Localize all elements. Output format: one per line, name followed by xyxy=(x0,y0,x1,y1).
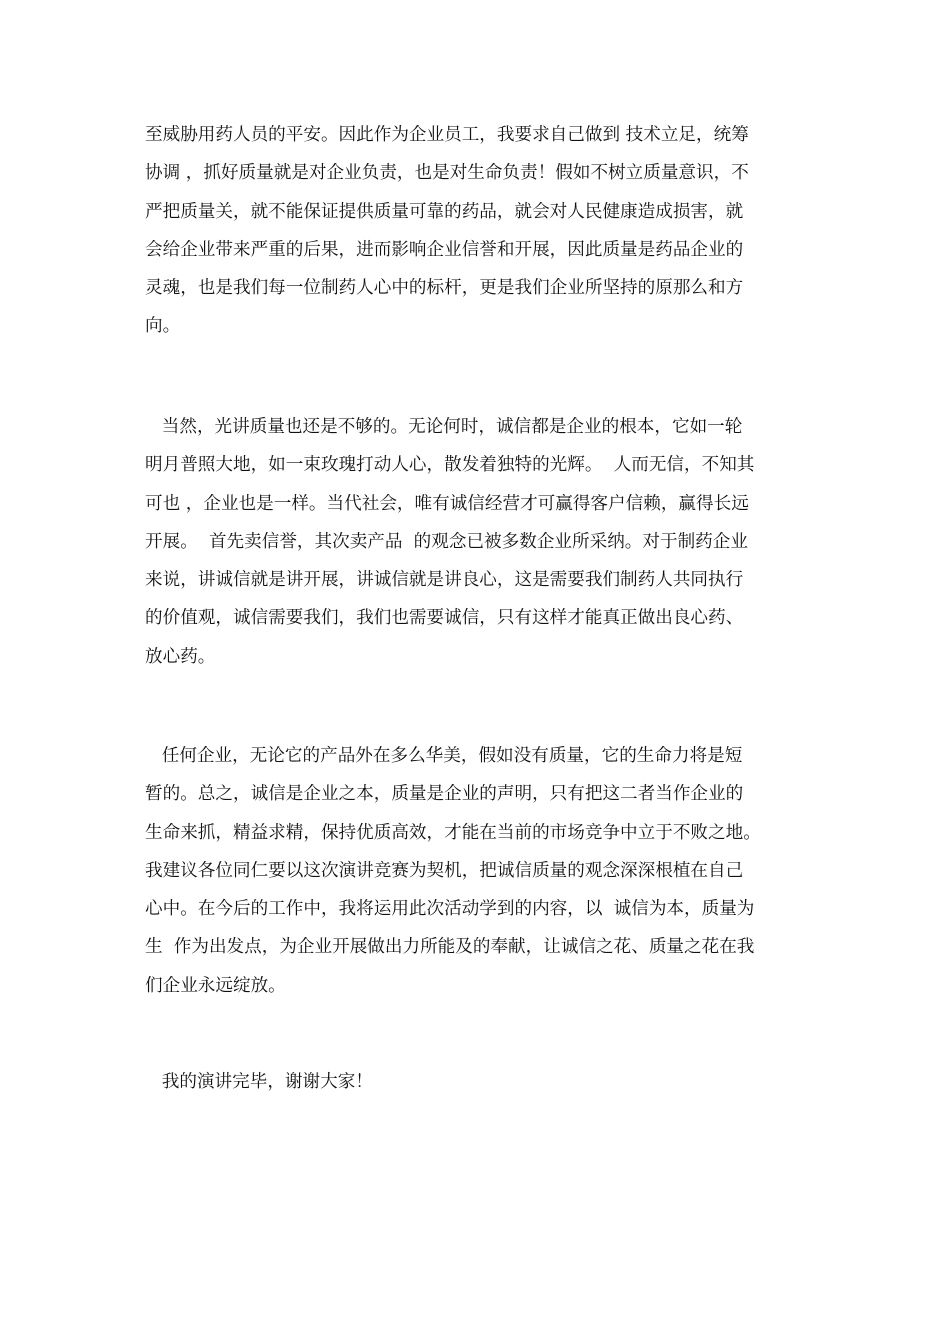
text-line: 我的演讲完毕，谢谢大家！ xyxy=(145,1072,373,1092)
text-line: 任何企业，无论它的产品外在多么华美，假如没有质量，它的生命力将是短 xyxy=(145,746,743,766)
text-line: 的价值观，诚信需要我们，我们也需要诚信，只有这样才能真正做出良心药、 xyxy=(145,608,744,629)
text-line: 生 作为出发点，为企业开展做出力所能及的奉献，让诚信之花、质量之花在我 xyxy=(145,937,755,958)
text-line: 至威胁用药人员的平安。因此作为企业员工，我要求自己做到 技术立足，统筹 xyxy=(145,125,749,145)
text-line: 暂的。总之，诚信是企业之本，质量是企业的声明，只有把这二者当作企业的 xyxy=(145,784,744,805)
text-line: 明月普照大地，如一束玫瑰打动人心，散发着独特的光辉。 人而无信，不知其 xyxy=(145,455,755,476)
text-line: 向。 xyxy=(145,316,181,337)
text-line: 可也 ，企业也是一样。当代社会，唯有诚信经营才可赢得客户信赖，赢得长远 xyxy=(145,493,749,514)
text-line: 会给企业带来严重的后果，进而影响企业信誉和开展，因此质量是药品企业的 xyxy=(145,239,744,260)
text-line: 协调 ，抓好质量就是对企业负责，也是对生命负责！假如不树立质量意识，不 xyxy=(145,163,749,184)
text-line: 开展。 首先卖信誉，其次卖产品 的观念已被多数企业所采纳。对于制药企业 xyxy=(145,531,748,552)
paragraph-integrity xyxy=(145,408,815,676)
text-line: 严把质量关，就不能保证提供质量可靠的药品，就会对人民健康造成损害，就 xyxy=(145,201,744,222)
text-line: 心中。在今后的工作中，我将运用此次活动学到的内容，以 诚信为本，质量为 xyxy=(145,899,755,920)
paragraph-conclusion xyxy=(145,737,815,1005)
text-line: 放心药。 xyxy=(145,646,216,667)
text-line: 生命来抓，精益求精，保持优质高效，才能在当前的市场竞争中立于不败之地。 xyxy=(145,822,761,843)
text-line: 来说，讲诚信就是讲开展，讲诚信就是讲良心，这是需要我们制药人共同执行 xyxy=(145,570,744,591)
paragraph-quality-responsibility xyxy=(145,116,815,346)
text-line: 们企业永远绽放。 xyxy=(145,975,286,996)
text-line: 当然，光讲质量也还是不够的。无论何时，诚信都是企业的根本，它如一轮 xyxy=(145,417,743,437)
text-line: 我建议各位同仁要以这次演讲竞赛为契机，把诚信质量的观念深深根植在自己 xyxy=(145,860,744,881)
paragraph-closing xyxy=(145,1063,815,1101)
text-line: 灵魂，也是我们每一位制药人心中的标杆，更是我们企业所坚持的原那么和方 xyxy=(145,278,744,299)
